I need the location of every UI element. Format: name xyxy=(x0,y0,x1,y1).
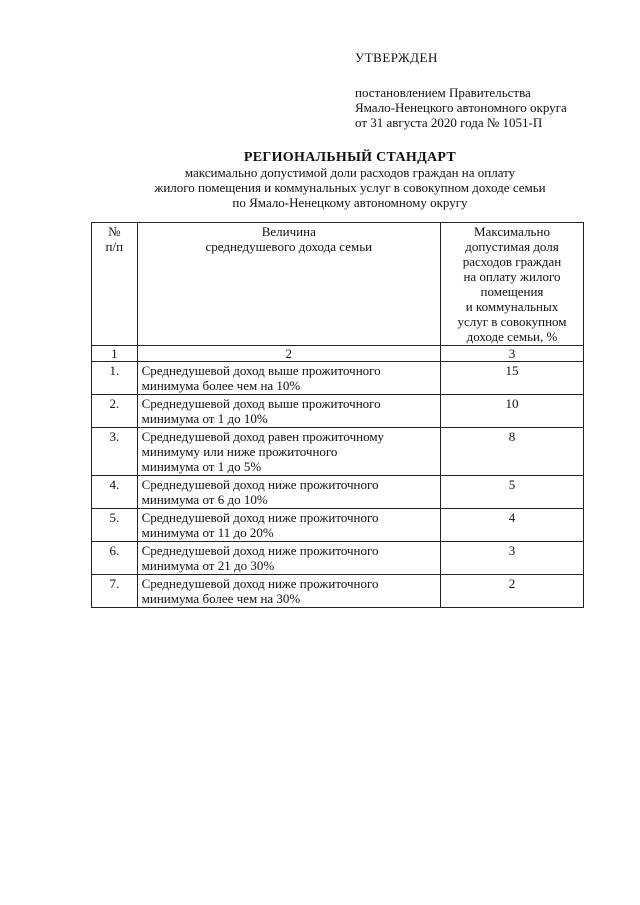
row-income-line: Среднедушевой доход ниже прожиточного xyxy=(141,510,379,525)
column-number-row xyxy=(92,346,584,362)
table-row xyxy=(92,395,584,428)
row-share: 4 xyxy=(440,509,583,542)
row-number: 2. xyxy=(92,395,138,428)
row-income-line: Среднедушевой доход ниже прожиточного xyxy=(141,576,379,591)
row-number: 4. xyxy=(92,476,138,509)
table-row xyxy=(92,362,584,395)
row-income-line: минимуму или ниже прожиточного xyxy=(141,444,338,459)
document-title-block xyxy=(60,150,640,210)
column-number: 2 xyxy=(137,346,440,362)
column-number: 3 xyxy=(440,346,583,362)
document-subtitle-line: жилого помещения и коммунальных услуг в совокупном доходе семьи xyxy=(154,180,546,195)
table-row xyxy=(92,476,584,509)
row-number: 7. xyxy=(92,575,138,608)
approval-line: Ямало-Ненецкого автономного округа xyxy=(355,100,567,115)
table-row xyxy=(92,428,584,476)
header-share: Максимально допустимая доля расходов граждан на оплату жилого помещения и коммунальных услуг в совокупном доходе семьи, % xyxy=(440,223,583,346)
row-number: 6. xyxy=(92,542,138,575)
row-income xyxy=(137,428,440,476)
row-share: 15 xyxy=(440,362,583,395)
header-number: № п/п xyxy=(92,223,138,346)
row-share: 2 xyxy=(440,575,583,608)
row-income-line: Среднедушевой доход выше прожиточного xyxy=(141,396,381,411)
document-title: РЕГИОНАЛЬНЫЙ СТАНДАРТ xyxy=(243,150,457,165)
row-income-line: Среднедушевой доход равен прожиточному xyxy=(141,429,385,444)
table-row xyxy=(92,542,584,575)
standard-table xyxy=(91,222,584,608)
approval-line: от 31 августа 2020 года № 1051-П xyxy=(355,115,543,130)
row-income-line: минимума более чем на 10% xyxy=(141,378,301,393)
row-income-line: Среднедушевой доход выше прожиточного xyxy=(141,363,381,378)
row-share: 10 xyxy=(440,395,583,428)
row-income-line: Среднедушевой доход ниже прожиточного xyxy=(141,477,379,492)
table-row xyxy=(92,575,584,608)
row-income-line: Среднедушевой доход ниже прожиточного xyxy=(141,543,379,558)
document-subtitle-line: максимально допустимой доли расходов граждан на оплату xyxy=(184,165,516,180)
header-income: Величина среднедушевого дохода семьи xyxy=(137,223,440,346)
row-number: 5. xyxy=(92,509,138,542)
row-income xyxy=(137,476,440,509)
row-income-line: минимума от 1 до 5% xyxy=(141,459,262,474)
approval-heading: УТВЕРЖДЕН xyxy=(355,50,438,65)
row-number: 1. xyxy=(92,362,138,395)
table-row xyxy=(92,509,584,542)
row-income-line: минимума от 21 до 30% xyxy=(141,558,275,573)
table-header-row xyxy=(92,223,584,346)
approval-block xyxy=(355,50,567,130)
row-share: 5 xyxy=(440,476,583,509)
row-share: 3 xyxy=(440,542,583,575)
row-income-line: минимума от 1 до 10% xyxy=(141,411,268,426)
row-income xyxy=(137,362,440,395)
column-number: 1 xyxy=(92,346,138,362)
approval-line: постановлением Правительства xyxy=(355,85,531,100)
row-income xyxy=(137,395,440,428)
row-number: 3. xyxy=(92,428,138,476)
row-share: 8 xyxy=(440,428,583,476)
document-subtitle-line: по Ямало-Ненецкому автономному округу xyxy=(232,195,468,210)
row-income xyxy=(137,542,440,575)
row-income xyxy=(137,575,440,608)
row-income-line: минимума от 6 до 10% xyxy=(141,492,268,507)
row-income xyxy=(137,509,440,542)
row-income-line: минимума более чем на 30% xyxy=(141,591,301,606)
row-income-line: минимума от 11 до 20% xyxy=(141,525,274,540)
